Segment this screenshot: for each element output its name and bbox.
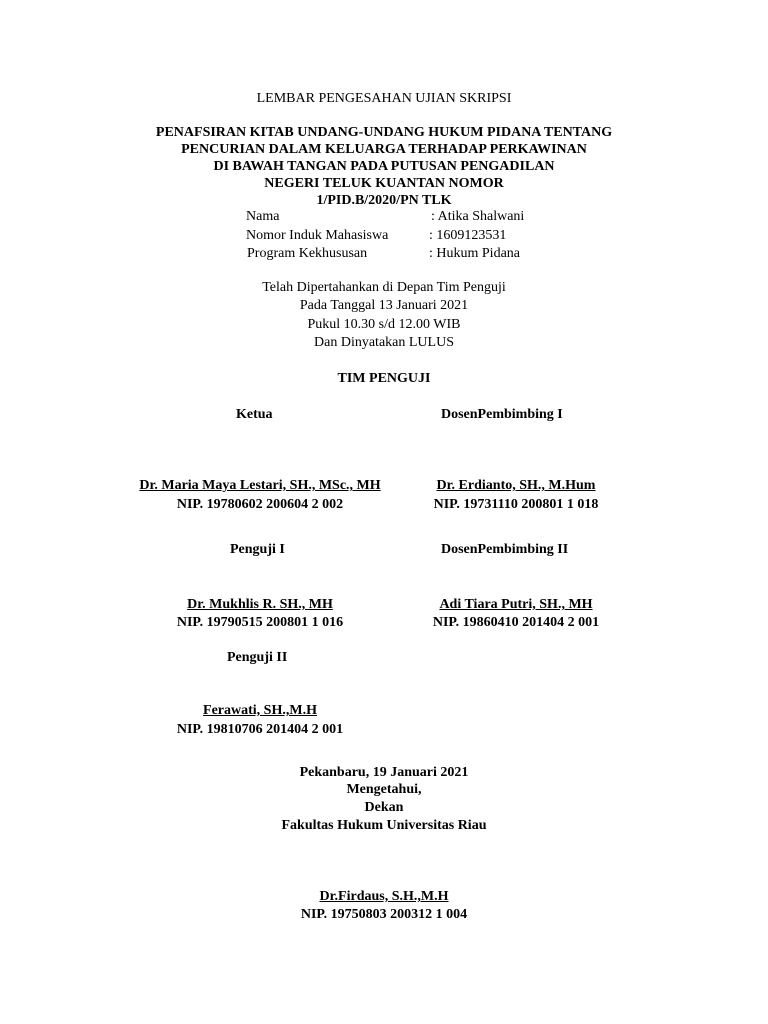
approval-place-date: Pekanbaru, 19 Januari 2021 — [299, 765, 469, 780]
pembimbing2-name: Adi Tiara Putri, SH., MH — [439, 597, 593, 612]
approval-faculty: Fakultas Hukum Universitas Riau — [281, 818, 487, 833]
document-heading: LEMBAR PENGESAHAN UJIAN SKRIPSI — [256, 91, 512, 106]
approval-position: Dekan — [364, 800, 404, 815]
pembimbing1-role: DosenPembimbing I — [441, 407, 563, 422]
pembimbing2-role: DosenPembimbing II — [441, 542, 569, 557]
thesis-title-line-1: PENAFSIRAN KITAB UNDANG-UNDANG HUKUM PIDANA TENTANG — [155, 125, 613, 140]
team-heading: TIM PENGUJI — [337, 371, 431, 386]
thesis-title-line-3: DI BAWAH TANGAN PADA PUTUSAN PENGADILAN — [213, 159, 555, 174]
student-name-value: : Atika Shalwani — [431, 209, 525, 224]
pembimbing1-nip: NIP. 19731110 200801 1 018 — [433, 497, 599, 512]
student-name-label: Nama — [246, 209, 280, 224]
dean-name: Dr.Firdaus, S.H.,M.H — [319, 889, 449, 904]
defense-line-4: Dan Dinyatakan LULUS — [314, 335, 454, 350]
penguji1-name: Dr. Mukhlis R. SH., MH — [187, 597, 333, 612]
penguji2-nip: NIP. 19810706 201404 2 001 — [176, 722, 344, 737]
defense-line-3: Pukul 10.30 s/d 12.00 WIB — [307, 317, 461, 332]
defense-line-2: Pada Tanggal 13 Januari 2021 — [299, 298, 469, 313]
pembimbing1-name: Dr. Erdianto, SH., M.Hum — [436, 478, 596, 493]
pembimbing2-nip: NIP. 19860410 201404 2 001 — [432, 615, 600, 630]
ketua-name: Dr. Maria Maya Lestari, SH., MSc., MH — [139, 478, 381, 493]
penguji2-name: Ferawati, SH.,M.H — [203, 703, 317, 718]
thesis-title-line-2: PENCURIAN DALAM KELUARGA TERHADAP PERKAWINAN — [181, 142, 587, 157]
student-nim-value: : 1609123531 — [429, 228, 507, 243]
ketua-nip: NIP. 19780602 200604 2 002 — [176, 497, 344, 512]
defense-line-1: Telah Dipertahankan di Depan Tim Penguji — [262, 280, 506, 295]
ketua-role: Ketua — [236, 407, 273, 422]
thesis-title-line-4: NEGERI TELUK KUANTAN NOMOR — [264, 176, 504, 191]
penguji1-role: Penguji I — [230, 542, 285, 557]
penguji2-role: Penguji II — [227, 650, 288, 665]
student-program-value: : Hukum Pidana — [429, 246, 520, 261]
penguji1-nip: NIP. 19790515 200801 1 016 — [176, 615, 344, 630]
student-nim-label: Nomor Induk Mahasiswa — [246, 228, 389, 243]
approval-known: Mengetahui, — [346, 782, 422, 797]
thesis-title-line-5: 1/PID.B/2020/PN TLK — [316, 193, 452, 208]
student-program-label: Program Kekhususan — [247, 246, 368, 261]
dean-nip: NIP. 19750803 200312 1 004 — [300, 907, 468, 922]
